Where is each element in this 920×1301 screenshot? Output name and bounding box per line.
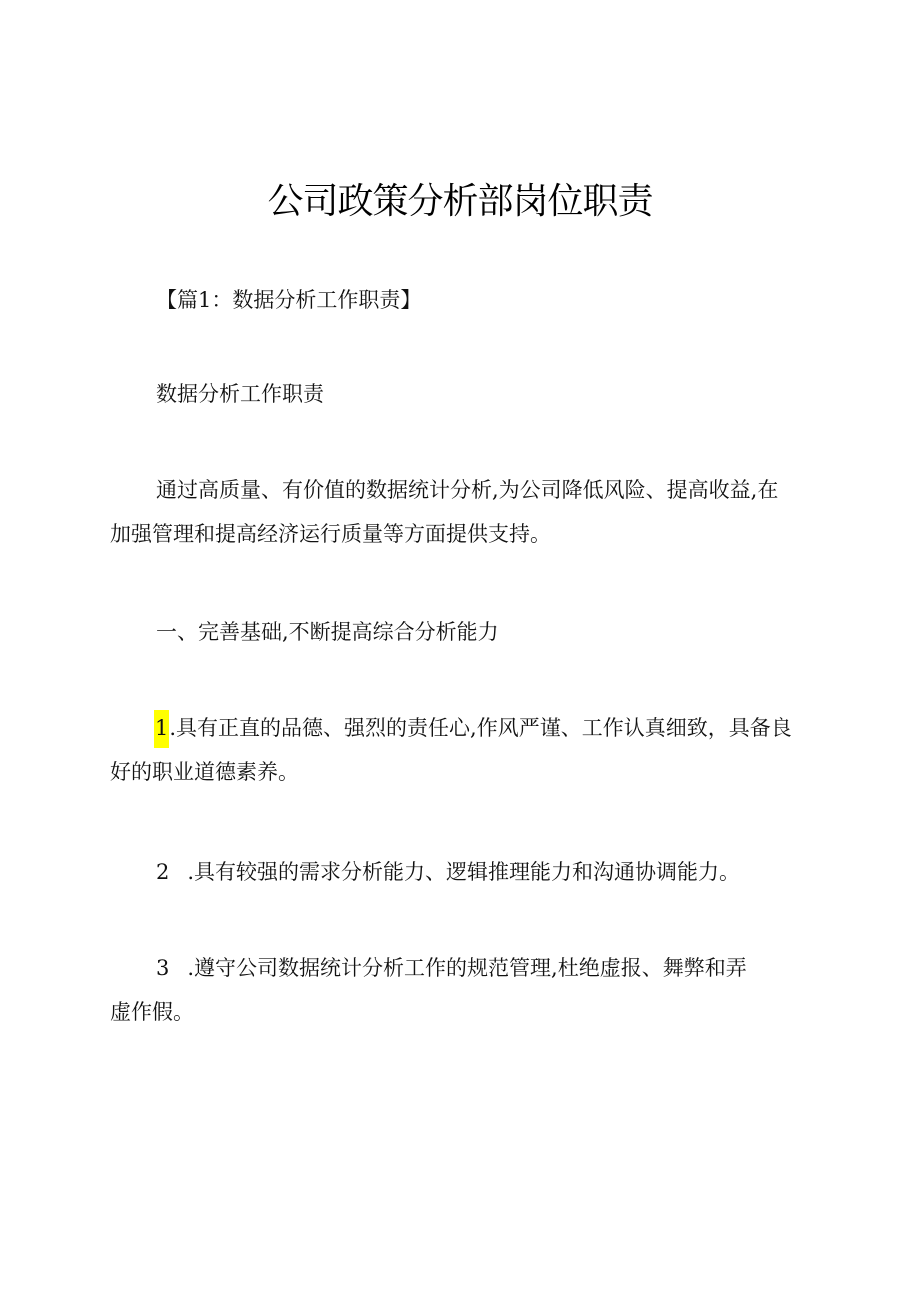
- list-item-1-line-2: 好的职业道德素养。: [110, 760, 299, 784]
- subheading: 数据分析工作职责: [156, 382, 324, 406]
- intro-line-2: 加强管理和提高经济运行质量等方面提供支持。: [110, 522, 551, 546]
- section-heading: 【篇1：数据分析工作职责】: [156, 288, 422, 312]
- highlighted-number: 1: [154, 710, 169, 748]
- document-title: 公司政策分析部岗位职责: [267, 181, 653, 222]
- list-item-1-line-1: [110, 713, 792, 743]
- list-item-3-line-2: 虚作假。: [110, 1000, 194, 1024]
- list-item-3-number: 3: [156, 956, 170, 980]
- list-item-2-text: .具有较强的需求分析能力、逻辑推理能力和沟通协调能力。: [187, 860, 741, 884]
- list-item-3-line-1: [110, 953, 747, 983]
- intro-line-1: 通过高质量、有价值的数据统计分析,为公司降低风险、提高收益,在: [156, 478, 779, 502]
- list-item-1: [110, 713, 792, 787]
- part-one-heading: 一、完善基础,不断提高综合分析能力: [156, 620, 499, 644]
- list-item-1-text: .具有正直的品德、强烈的责任心,作风严谨、工作认真细致，具备良: [169, 716, 792, 740]
- list-item-3-text: .遵守公司数据统计分析工作的规范管理,杜绝虚报、舞弊和弄: [187, 956, 747, 980]
- intro-paragraph: [110, 475, 778, 549]
- list-item-3: [110, 953, 747, 1027]
- list-item-2: [156, 857, 740, 887]
- list-item-2-number: 2: [156, 860, 170, 884]
